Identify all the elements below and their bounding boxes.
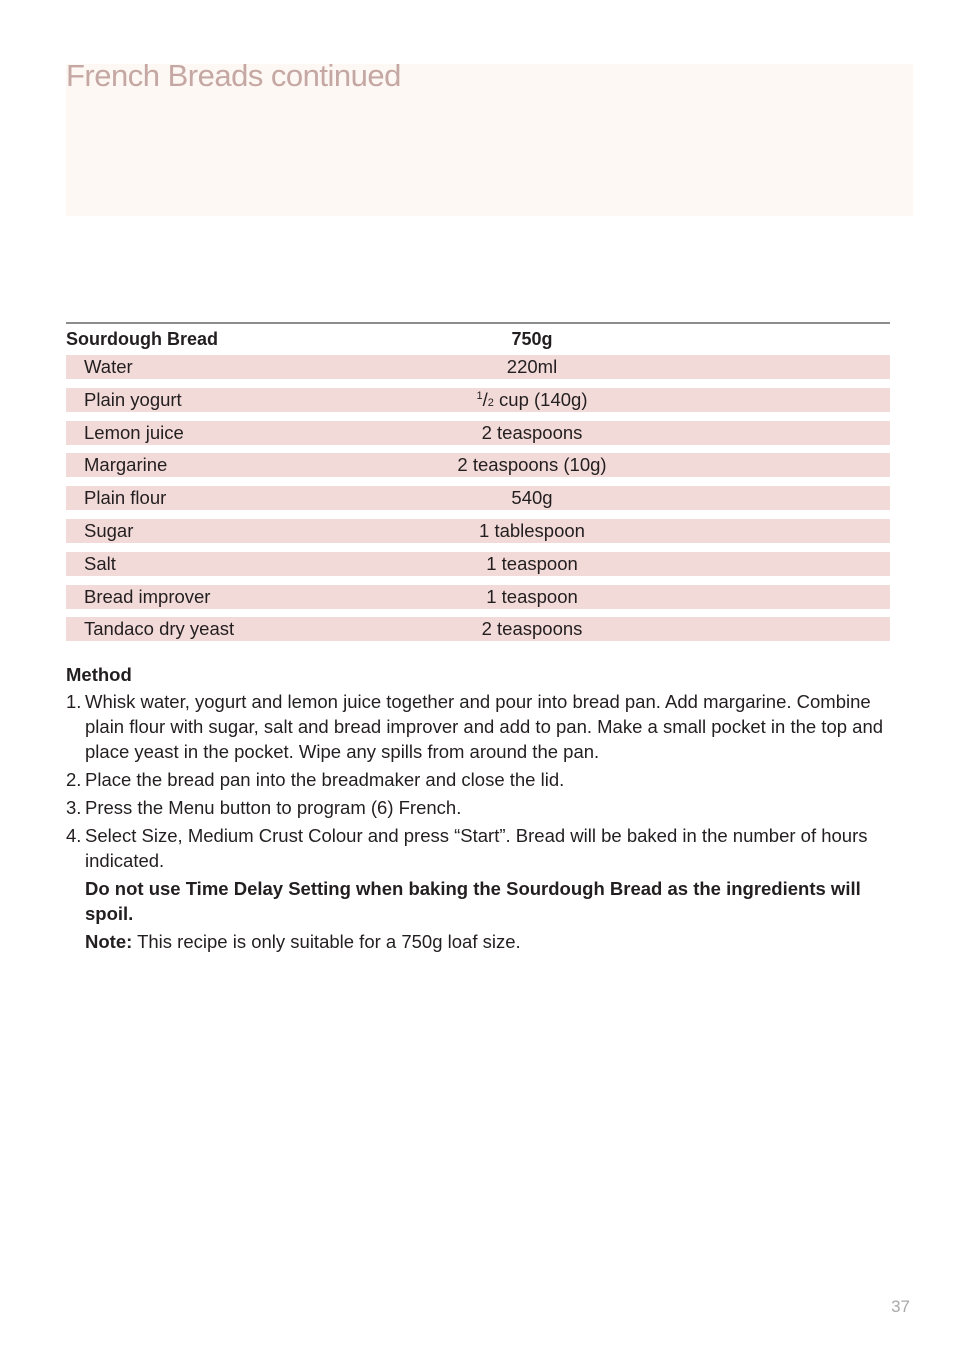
method-section bbox=[66, 662, 890, 957]
recipe-table bbox=[66, 322, 890, 641]
ingredient-qty: 2 teaspoons bbox=[481, 618, 583, 640]
note-text: This recipe is only suitable for a 750g loaf size. bbox=[132, 931, 521, 952]
step-number: 1. bbox=[66, 691, 82, 712]
ingredient-name: Lemon juice bbox=[84, 421, 184, 443]
ingredient-qty: 220ml bbox=[506, 356, 558, 377]
recipe-size: 750g bbox=[511, 329, 553, 349]
ingredient-qty: 2 teaspoons bbox=[481, 421, 583, 443]
page-number: 37 bbox=[891, 1297, 910, 1316]
ingredient-qty: $^1$/2 cup (140g) bbox=[476, 388, 588, 410]
ingredient-row bbox=[66, 617, 890, 641]
step-text: Select Size, Medium Crust Colour and press “Start”. Bread will be baked in the number of hours indicated. bbox=[85, 825, 868, 871]
ingredient-name: Plain flour bbox=[84, 487, 167, 509]
ingredient-name: Water bbox=[84, 356, 133, 377]
method-step bbox=[66, 823, 890, 873]
ingredient-qty: 1 teaspoon bbox=[486, 552, 578, 574]
ingredient-qty: 1 teaspoon bbox=[486, 585, 578, 607]
method-heading: Method bbox=[66, 664, 132, 685]
ingredient-name: Plain yogurt bbox=[84, 388, 182, 410]
ingredient-name: Sugar bbox=[84, 519, 134, 541]
ingredient-row bbox=[66, 552, 890, 576]
step-text: Place the bread pan into the breadmaker and close the lid. bbox=[85, 769, 565, 790]
ingredient-row bbox=[66, 355, 890, 379]
recipe-name: Sourdough Bread bbox=[66, 329, 218, 349]
ingredient-qty-rest: cup (140g) bbox=[493, 388, 588, 410]
ingredient-row bbox=[66, 519, 890, 543]
ingredient-row bbox=[66, 388, 890, 412]
ingredient-list bbox=[66, 355, 890, 641]
note bbox=[66, 929, 890, 954]
recipe-header-row bbox=[66, 324, 890, 355]
ingredient-row bbox=[66, 486, 890, 510]
ingredient-row bbox=[66, 453, 890, 477]
warning-text: Do not use Time Delay Setting when baking the Sourdough Bread as the ingredients will spoil. bbox=[85, 878, 861, 924]
ingredient-qty: 540g bbox=[511, 487, 553, 509]
ingredient-name: Bread improver bbox=[84, 585, 211, 607]
step-number: 2. bbox=[66, 769, 82, 790]
ingredient-name: Tandaco dry yeast bbox=[84, 618, 235, 640]
ingredient-qty: 2 teaspoons (10g) bbox=[457, 454, 607, 476]
method-step bbox=[66, 767, 890, 792]
fraction-denominator: 2 bbox=[487, 396, 494, 409]
ingredient-row bbox=[66, 585, 890, 609]
note-label: Note: bbox=[85, 931, 133, 952]
step-number: 4. bbox=[66, 825, 82, 846]
ingredient-name: Margarine bbox=[84, 454, 168, 476]
method-step bbox=[66, 689, 890, 764]
fraction-numerator: 1 bbox=[476, 389, 483, 402]
step-number: 3. bbox=[66, 797, 82, 818]
step-text: Whisk water, yogurt and lemon juice together and pour into bread pan. Add margarine. Combine plain flour with sugar, salt and bread improver and add to pan. Make a small pocket in the top and place yeast in the pocket. Wipe any spills from around the pan. bbox=[85, 691, 884, 762]
method-step bbox=[66, 795, 890, 820]
ingredient-row bbox=[66, 421, 890, 445]
ingredient-qty: 1 tablespoon bbox=[479, 519, 585, 541]
ingredient-name: Salt bbox=[84, 552, 116, 574]
step-text: Press the Menu button to program (6) French. bbox=[85, 797, 462, 818]
page-title: French Breads continued bbox=[66, 58, 401, 93]
